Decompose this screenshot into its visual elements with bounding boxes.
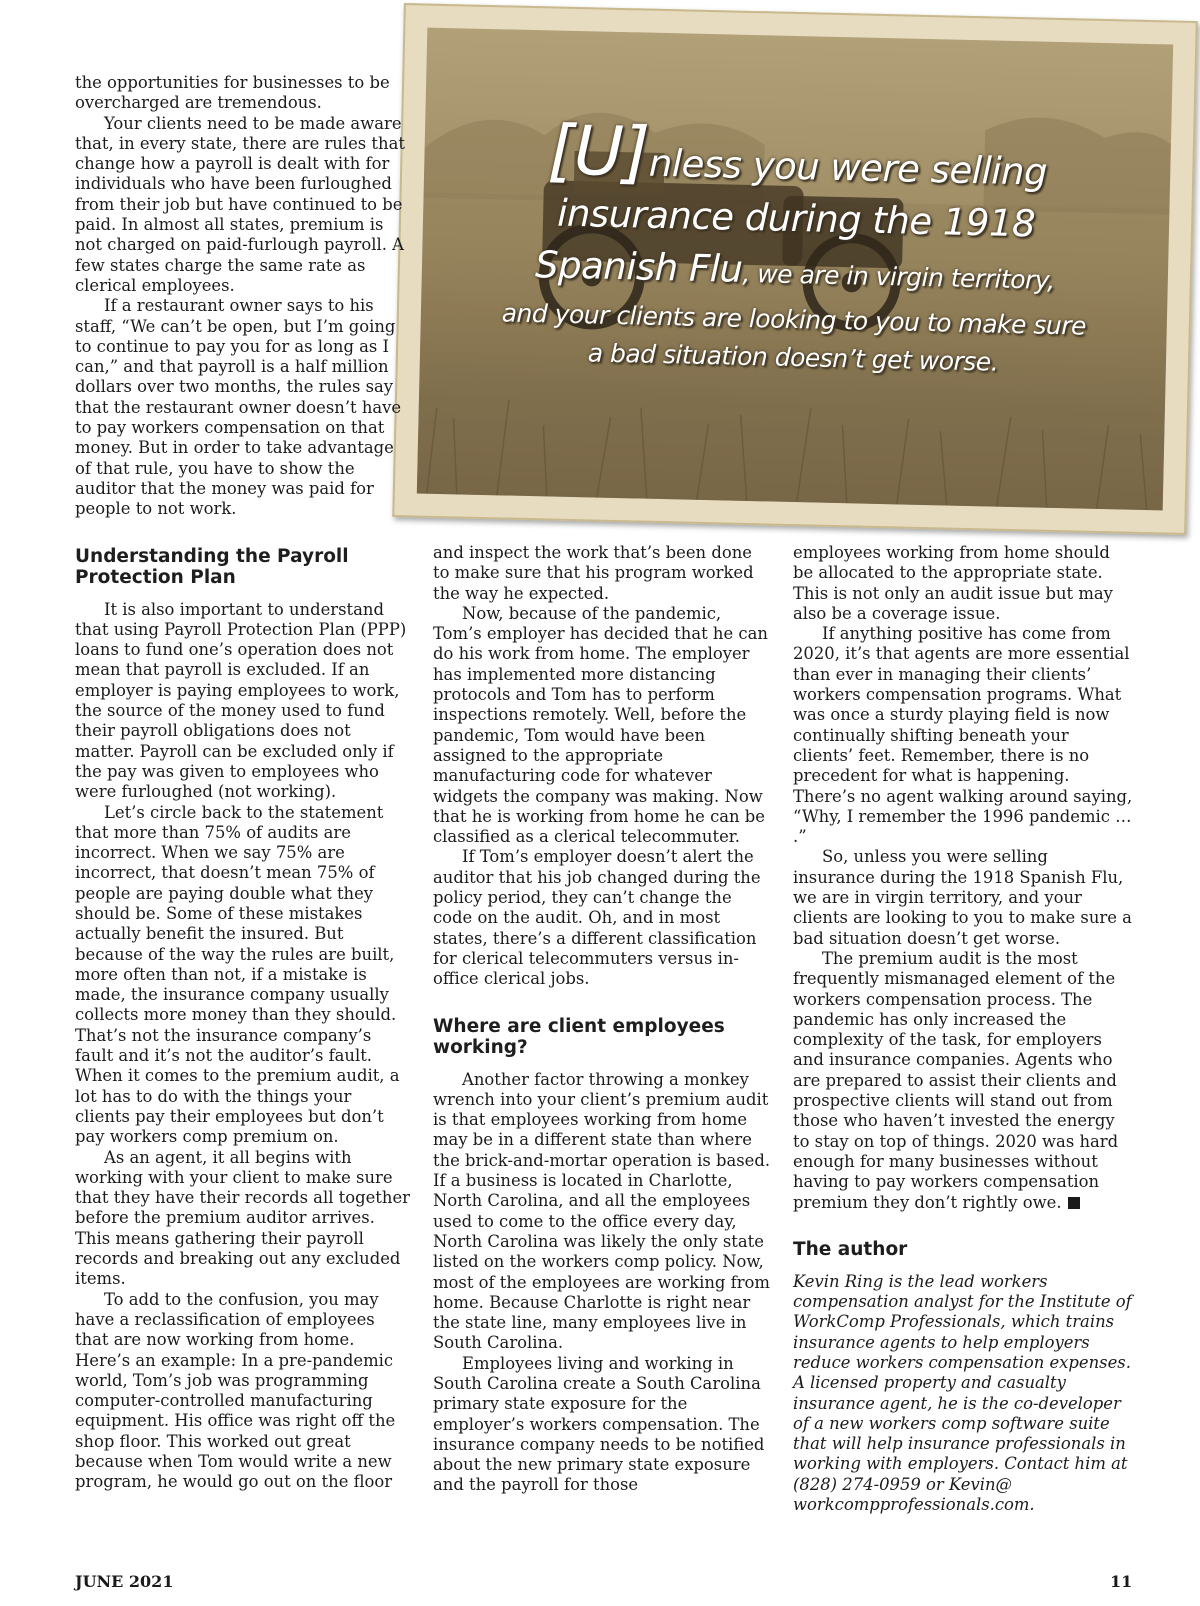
vintage-car-photo — [417, 28, 1173, 511]
paragraph: If a restaurant owner says to his staff, “We can’t be open, but I’m going to continue to pay you for as long as I can,” and that payroll is a half million dollars over two months, the rules say that the restaurant owner doesn’t have to pay workers compensation on that money. But in order to take advantage of that rule, you have to show the auditor that the money was paid for people to not work. — [75, 296, 402, 519]
paragraph: If Tom’s employer doesn’t alert the auditor that his job changed during the policy period, they can’t change the code on the audit. Oh, and in most states, there’s a different classification for clerical telecommuters versus in-office clerical jobs. — [433, 847, 761, 989]
pull-quote — [420, 111, 1171, 386]
end-mark — [1068, 1197, 1080, 1209]
paragraph: As an agent, it all begins with working with your client to make sure that they have their records all together before the premium auditor arrives. This means gathering their payroll records and breaking out any excluded items. — [75, 1147, 410, 1289]
photo-card — [392, 3, 1197, 535]
pull-quote-line4: and your clients are looking to you to make sure — [501, 298, 1087, 341]
section-heading: Where are client employees working? — [433, 1015, 725, 1058]
paragraph: and inspect the work that’s been done to make sure that his program worked the way he expected. — [433, 543, 754, 603]
section-heading: Understanding the Payroll Protection Plan — [75, 545, 349, 588]
paragraph: Now, because of the pandemic, Tom’s employer has decided that he can do his work from home. The employer has implemented more distancing protocols and Tom has to perform inspections remotely. Well, before the pandemic, Tom would have been assigned to the appropriate manufacturing code for whatever widgets the company was making. Now that he is working from home he can be classified as a clerical telecommuter. — [433, 603, 768, 847]
paragraph: So, unless you were selling insurance during the 1918 Spanish Flu, we are in virgin territory, and your clients are looking to you to make sure a bad situation doesn’t get worse. — [793, 847, 1132, 948]
paragraph: Your clients need to be made aware that, in every state, there are rules that change how a payroll is dealt with for individuals who have been furloughed from their job but have continued to be paid. In almost all states, premium is not charged on paid-furlough payroll. A few states charge the same rate as clerical employees. — [75, 113, 405, 295]
pull-quote-line2: insurance during the 1918 — [556, 191, 1036, 246]
paragraph: Let’s circle back to the statement that more than 75% of audits are incorrect. When we say 75% are incorrect, that doesn’t mean 75% of people are paying double what they should be. Some of these mistakes actually benefit the insured. But because of the way the rules are built, more often than not, if a mistake is made, the insurance company usually collects more money than they should. That’s not the insurance company’s fault and it’s not the auditor’s fault. When it comes to the premium audit, a lot has to do with the things your clients pay their employees but don’t pay workers comp premium on. — [75, 802, 400, 1147]
paragraph: To add to the confusion, you may have a reclassification of employees that are now working from home. Here’s an example: In a pre-pandemic world, Tom’s job was programming computer-controlled manufacturing equipment. His office was right off the shop floor. This worked out great because when Tom would write a new program, he would go out on the floor — [75, 1289, 396, 1492]
paragraph: It is also important to understand that using Payroll Protection Plan (PPP) loans to fund one’s operation does not mean that payroll is excluded. If an employer is paying employees to work, the source of the money used to fund their payroll obligations does not matter. Payroll can be excluded only if the pay was given to employees who were furloughed (not working). — [75, 599, 407, 802]
paragraph: Employees living and working in South Carolina create a South Carolina primary state exposure for the employer’s workers compensation. The insurance company needs to be notified about the new primary state exposure and the payroll for those — [433, 1353, 765, 1495]
paragraph: The premium audit is the most frequently mismanaged element of the workers compensation process. The pandemic has only increased the complexity of the task, for employers and insurance companies. Agents who are prepared to assist their clients and prospective clients will stand out from those who haven’t invested the energy to stay on top of things. 2020 was hard enough for many businesses without having to pay workers compensation premium they don’t rightly owe. — [793, 948, 1119, 1212]
author-bio: Kevin Ring is the lead workers compensation analyst for the Institute of WorkComp Professionals, which trains insurance agents to help employers reduce workers compensation expenses. A licensed property and casualty insurance agent, he is the co-developer of a new workers comp software suite that will help insurance professionals in working with employers. Contact him at (828) 274-0959 or Kevin@ workcompprofessionals.com. — [793, 1271, 1132, 1515]
author-heading: The author — [793, 1238, 908, 1260]
article-column-1 — [75, 73, 410, 1493]
pull-quote-line5: a bad situation doesn’t get worse. — [587, 338, 999, 377]
paragraph: employees working from home should be allocated to the appropriate state. This is not only an audit issue but may also be a coverage issue. — [793, 543, 1113, 623]
article-column-2 — [433, 543, 771, 1496]
paragraph: the opportunities for businesses to be overcharged are tremendous. — [75, 73, 390, 113]
paragraph: Another factor throwing a monkey wrench into your client’s premium audit is that employees working from home may be in a different state than where the brick-and-mortar operation is based. If a business is located in Charlotte, North Carolina, and all the employees used to come to the office every day, North Carolina was likely the only state listed on the workers comp policy. Now, most of the employees are working from home. Because Charlotte is right near the state line, many employees live in South Carolina. — [433, 1069, 771, 1353]
page-number: 11 — [1110, 1572, 1133, 1591]
pull-quote-open: [U] — [546, 111, 651, 193]
pull-quote-line3: Spanish Flu, we are in virgin territory, — [534, 243, 1055, 295]
footer-date: JUNE 2021 — [75, 1572, 174, 1591]
pull-quote-line1: [U]nless you were selling — [546, 111, 1048, 194]
article-column-3 — [793, 543, 1133, 1515]
paragraph: If anything positive has come from 2020, it’s that agents are more essential than ever in managing their clients’ workers compensation programs. What was once a sturdy playing field is now continually shifting beneath your clients’ feet. Remember, there is no precedent for what is happening. There’s no agent walking around saying, “Why, I remember the 1996 pandemic … .” — [793, 624, 1133, 847]
